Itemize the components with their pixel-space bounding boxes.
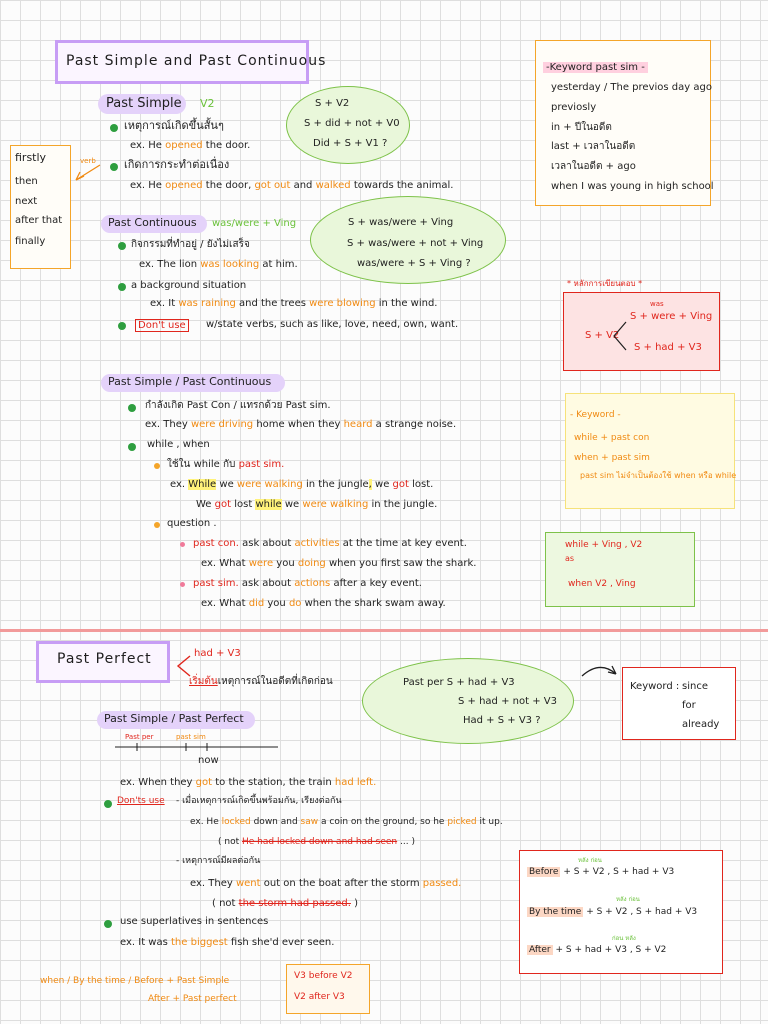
pc-example-2: ex. It was raining and the trees were blowing in the wind. <box>150 298 438 309</box>
keyword-item: last + เวลาในอดีต <box>551 141 636 152</box>
donts-use-text: - เมื่อเหตุการณ์เกิดขึ้นพร้อมกัน, เรียงต่อกัน <box>176 796 342 806</box>
dont-use-text: w/state verbs, such as like, love, need, own, want. <box>206 319 459 330</box>
bottom-rule-line-2: After + Past perfect <box>148 994 237 1004</box>
psp-sub-1: ใช้ใน while กับ past sim. <box>167 459 285 470</box>
keyword-item: in + ปีในอดีต <box>551 122 612 133</box>
pp-keyword-item: since <box>682 681 708 692</box>
red-brace-icon <box>614 322 626 350</box>
had-v3-bracket-icon <box>178 656 190 676</box>
ps-example-2: ex. He opened the door, got out and walked towards the animal. <box>130 180 454 191</box>
sequence-item: then <box>15 176 38 187</box>
sequence-item: finally <box>15 236 46 247</box>
pc-bullet-2: a background situation <box>131 280 247 291</box>
past-perfect-desc: เริ่มต้นเหตุการณ์ในอดีตที่เกิดก่อน <box>189 676 333 687</box>
ps-pc-heading: Past Simple / Past Continuous <box>108 375 272 388</box>
timeline-now: now <box>198 755 219 766</box>
pp-formula-line: Had + S + V3 ? <box>463 715 541 726</box>
pc-formula-line: was/were + S + Ving ? <box>357 258 471 269</box>
pp-not-2: ( not the storm had passed. ) <box>212 898 359 909</box>
psp-example-1: ex. They were driving home when they heard a strange noise. <box>145 419 457 430</box>
red-box-bottom: S + had + V3 <box>634 342 702 353</box>
psp-example-3: We got lost while we were walking in the jungle. <box>196 499 438 510</box>
dont-use-label: Don't use <box>135 319 189 332</box>
ps-formula-line: S + V2 <box>315 98 350 109</box>
psp-bullet-1: กำลังเกิด Past Con / แทรกด้วย Past sim. <box>145 400 331 411</box>
connector-note: ก่อน หลัง <box>612 935 636 942</box>
keyword-item: yesterday / The previos day ago <box>551 82 712 93</box>
past-simple-v2: V2 <box>200 97 215 110</box>
pp-keyword-item: already <box>682 719 720 730</box>
keyword-item: previosly <box>551 102 597 113</box>
connector-row: Before + S + V2 , S + had + V3 <box>529 867 675 877</box>
arrow-label: verb <box>80 157 96 165</box>
psp-question-2: past sim. ask about actions after a key event. <box>193 578 422 589</box>
sequence-item: after that <box>15 215 63 226</box>
connector-note: หลัง ก่อน <box>616 896 640 903</box>
pp-formula-line: Past per S + had + V3 <box>403 677 515 688</box>
pp-not-1: ( not He had locked down and had seen ... ) <box>218 837 415 847</box>
before-after-line: V3 before V2 <box>294 971 353 981</box>
psp-question-2-example: ex. What did you do when the shark swam away. <box>201 598 446 609</box>
red-box-header: * หลักการเขียนตอบ * <box>567 279 643 288</box>
donts-use-label: Don'ts use <box>117 796 165 806</box>
yellow-box-line: past sim ไม่จำเป็นต้องใช้ when หรือ while <box>580 471 737 480</box>
past-perfect-heading: Past Perfect <box>57 651 152 667</box>
pp-dash-2: - เหตุการณ์มีผลต่อกัน <box>176 856 261 866</box>
red-box-top-small: was <box>650 300 664 308</box>
pc-formula-line: S + was/were + Ving <box>348 217 454 228</box>
sequence-item: next <box>15 196 38 207</box>
verb-arrow-icon <box>76 165 100 180</box>
ps-pp-heading: Past Simple / Past Perfect <box>104 712 244 725</box>
past-simple-heading: Past Simple <box>106 96 182 111</box>
pp-example-1: ex. When they got to the station, the train had left. <box>120 777 377 788</box>
page-title: Past Simple and Past Continuous <box>66 53 327 69</box>
yellow-box-line: when + past sim <box>574 453 650 463</box>
connector-note: หลัง ก่อน <box>578 857 602 864</box>
psp-bullet-2: while , when <box>147 439 210 450</box>
green-box-line-1: while + Ving , V2 <box>565 540 643 550</box>
ps-formula-line: S + did + not + V0 <box>304 118 400 129</box>
yellow-box-line: while + past con <box>574 433 650 443</box>
sequence-item: firstly <box>15 151 47 164</box>
pp-example-2: ex. He locked down and saw a coin on the ground, so he picked it up. <box>190 817 503 827</box>
pp-formula-line: S + had + not + V3 <box>458 696 557 707</box>
red-box-top: S + were + Ving <box>630 311 713 322</box>
psp-example-2: ex. While we were walking in the jungle, we got lost. <box>170 479 434 490</box>
timeline-left-label: Past per <box>125 733 154 741</box>
green-box-line-2: when V2 , Ving <box>568 579 636 589</box>
past-continuous-heading: Past Continuous <box>108 216 197 229</box>
timeline-right-label: past sim <box>176 733 206 741</box>
past-perfect-form: had + V3 <box>194 648 241 659</box>
past-continuous-form: was/were + Ving <box>212 218 297 229</box>
psp-question-1-example: ex. What were you doing when you first saw the shark. <box>201 558 477 569</box>
ps-formula-line: Did + S + V1 ? <box>313 138 388 149</box>
psp-sub-2: question . <box>167 518 217 529</box>
pc-bullet-1: กิจกรรมที่ทำอยู่ / ยังไม่เสร็จ <box>131 239 250 250</box>
keyword-arrow-icon <box>582 666 616 676</box>
keyword-item: เวลาในอดีต + ago <box>551 161 636 172</box>
red-box-left: S + V2 <box>585 330 620 341</box>
keyword-header: -Keyword past sim - <box>543 62 648 73</box>
pp-example-4: ex. It was the biggest fish she'd ever seen. <box>120 937 335 948</box>
pp-bullet-3: use superlatives in sentences <box>120 916 269 927</box>
pp-keyword-item: for <box>682 700 696 711</box>
pc-example-1: ex. The lion was looking at him. <box>139 259 298 270</box>
pp-keyword-label: Keyword : <box>630 681 680 692</box>
bottom-rule-line-1: when / By the time / Before + Past Simple <box>40 976 230 986</box>
connector-row: By the time + S + V2 , S + had + V3 <box>529 907 698 917</box>
connector-row: After + S + had + V3 , S + V2 <box>529 945 667 955</box>
ps-example-1: ex. He opened the door. <box>130 140 251 151</box>
ps-bullet-2: เกิดการกระทำต่อเนื่อง <box>124 158 230 171</box>
ps-bullet-1: เหตุการณ์เกิดขึ้นสั้นๆ <box>124 119 224 132</box>
pc-formula-line: S + was/were + not + Ving <box>347 238 484 249</box>
pp-example-3: ex. They went out on the boat after the storm passed. <box>190 878 462 889</box>
before-after-line: V2 after V3 <box>294 992 345 1002</box>
green-box-as: as <box>565 554 575 563</box>
keyword-item: when I was young in high school <box>551 181 714 192</box>
psp-question-1: past con. ask about activities at the time at key event. <box>193 538 467 549</box>
yellow-box-header: - Keyword - <box>570 410 621 420</box>
